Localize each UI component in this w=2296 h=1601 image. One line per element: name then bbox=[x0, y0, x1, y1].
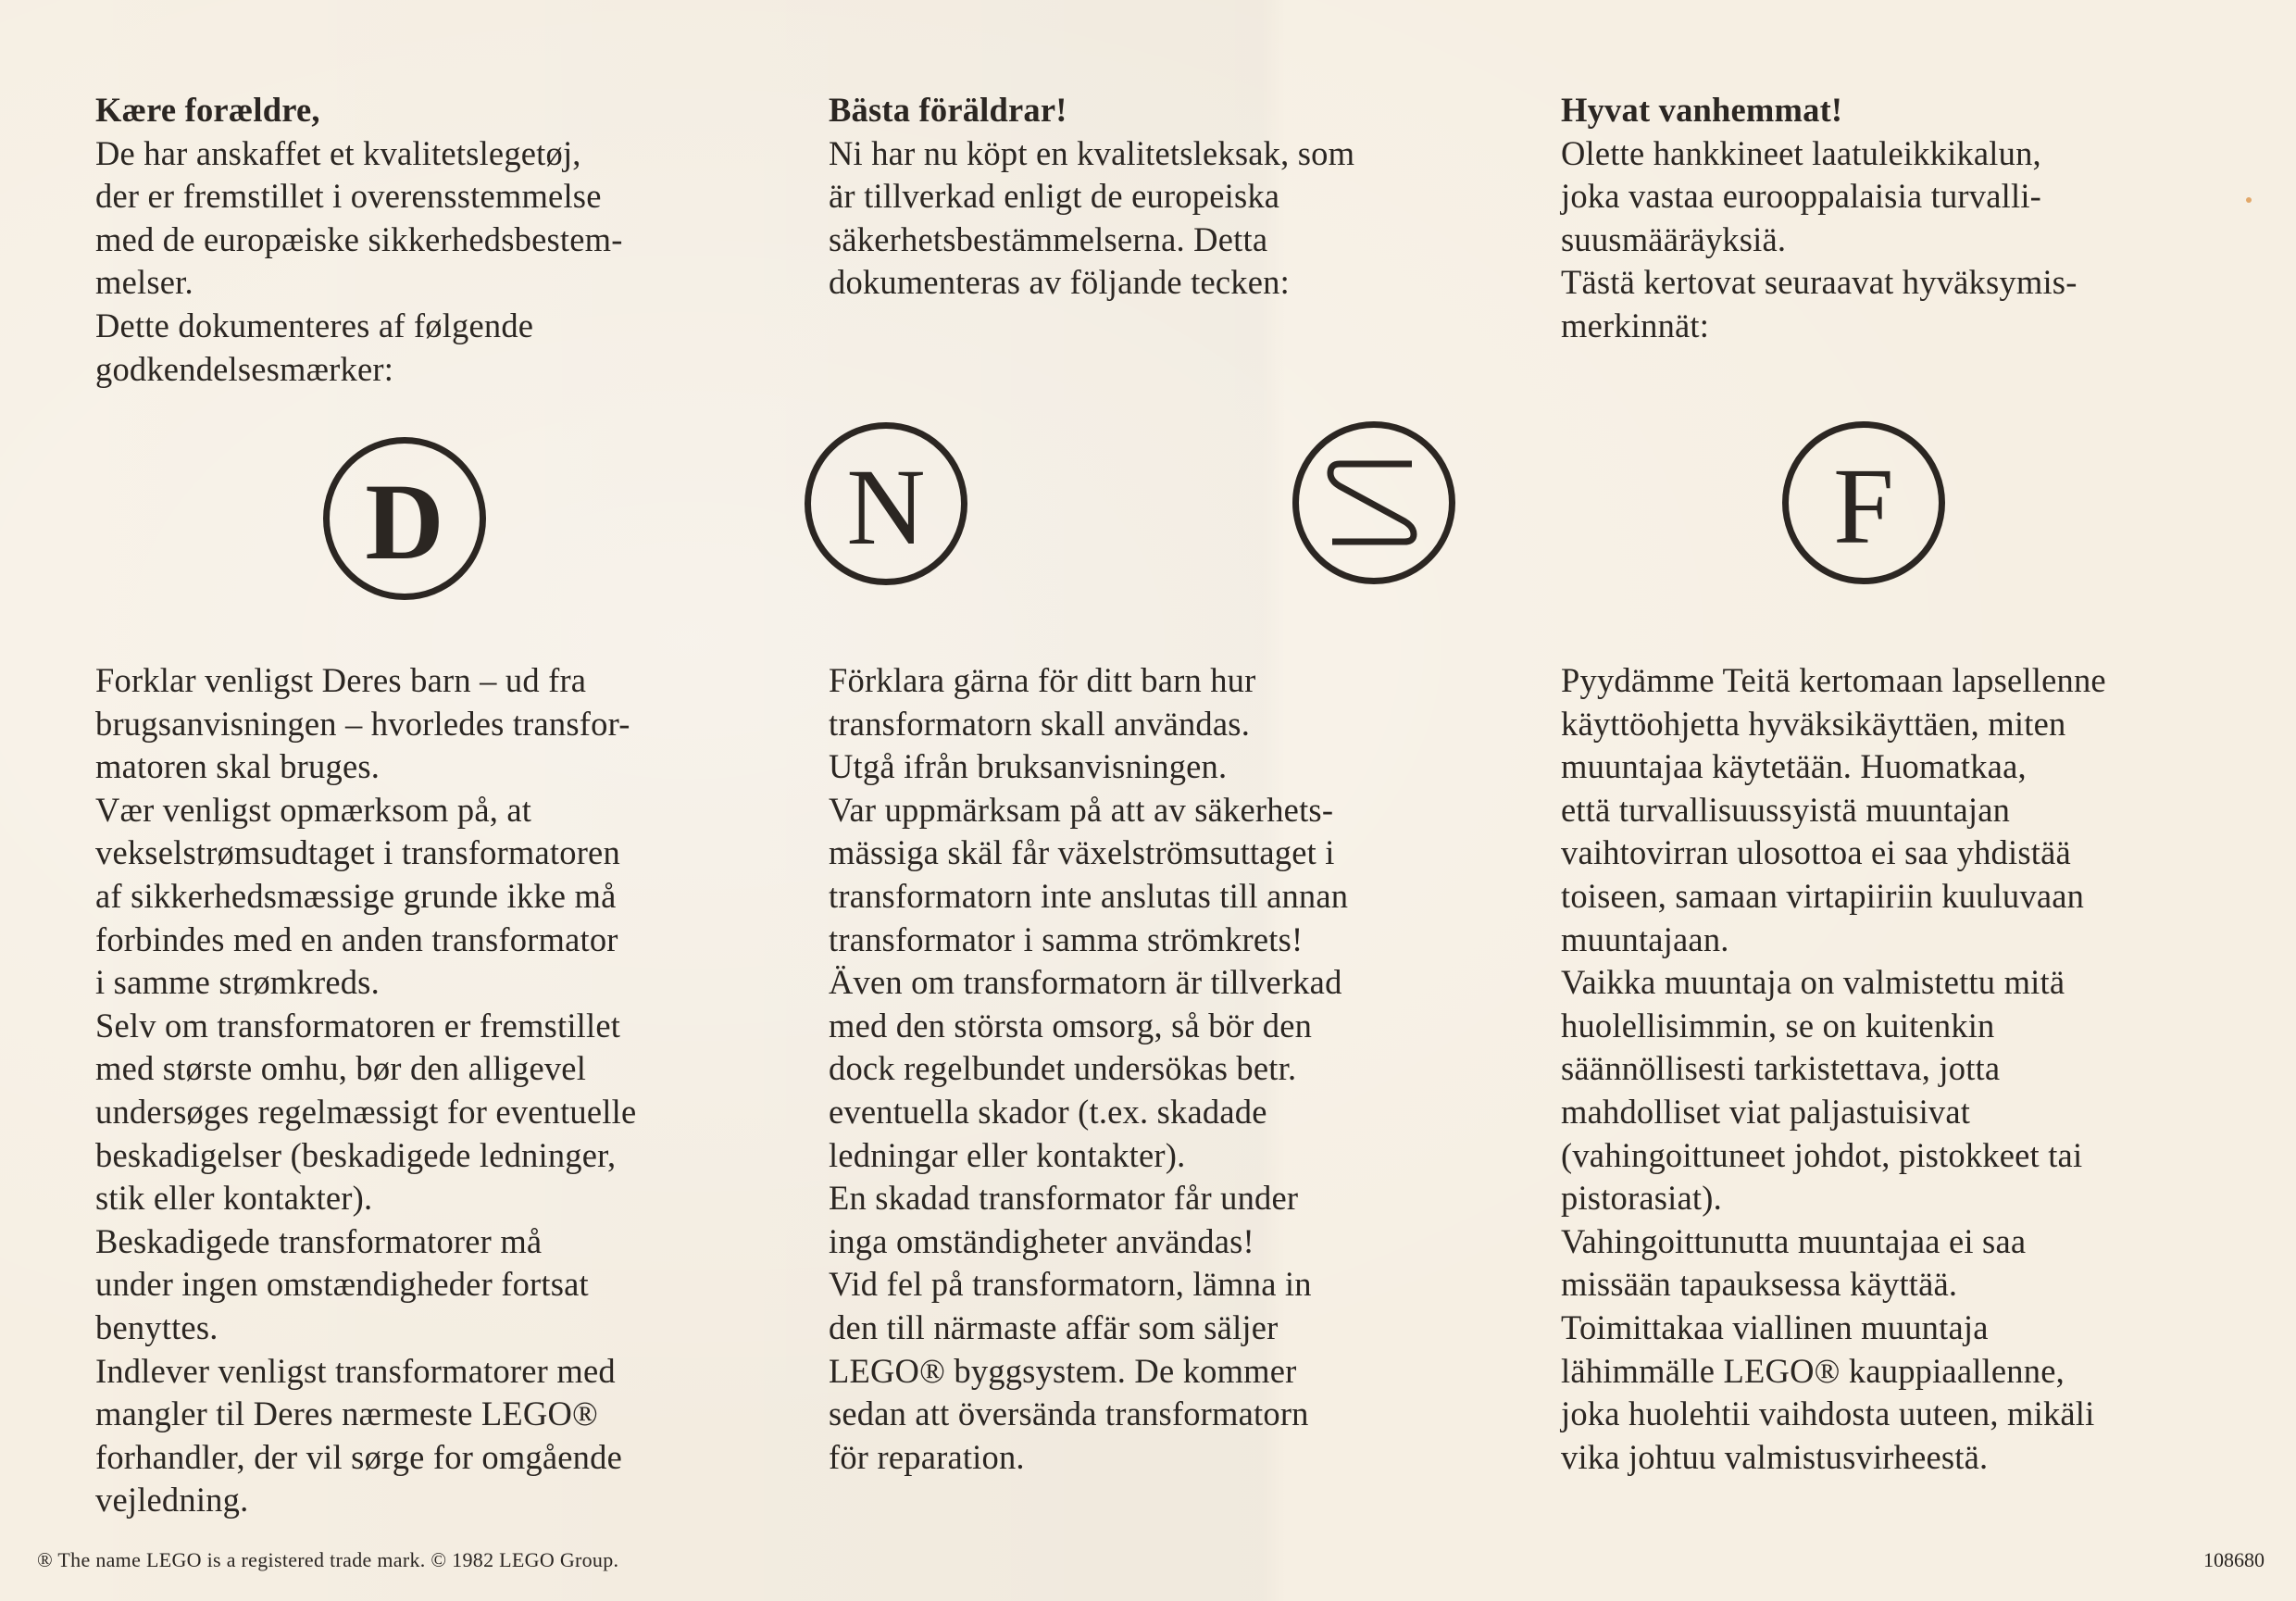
danish-intro-line: melser. bbox=[95, 263, 193, 302]
swedish-body-line: ledningar eller kontakter). bbox=[829, 1135, 1186, 1174]
danish-body-line: Selv om transformatoren er fremstillet bbox=[95, 1006, 621, 1044]
approval-mark-f bbox=[1782, 421, 1945, 584]
danish-body-line: Beskadigede transformatorer må bbox=[95, 1221, 543, 1260]
swedish-intro-line: är tillverkad enligt de europeiska bbox=[829, 177, 1280, 216]
finnish-body-line: pistorasiat). bbox=[1561, 1179, 1722, 1218]
swedish-body bbox=[829, 659, 1514, 1479]
swedish-body-line: Vid fel på transformatorn, lämna in bbox=[829, 1265, 1312, 1304]
approval-mark-s bbox=[1292, 421, 1455, 584]
danish-intro bbox=[95, 89, 780, 391]
finnish-body-line: Toimittakaa viallinen muuntaja bbox=[1561, 1307, 1989, 1346]
approval-mark-n bbox=[805, 422, 967, 585]
danish-intro-line: med de europæiske sikkerhedsbestem- bbox=[95, 219, 623, 258]
danish-body-line: benyttes. bbox=[95, 1307, 218, 1346]
approval-mark-d-letter: D bbox=[365, 461, 444, 582]
finnish-intro-line: Olette hankkineet laatuleikkikalun, bbox=[1561, 133, 2041, 172]
swedish-heading: Bästa föräldrar! bbox=[829, 91, 1067, 129]
swedish-body-line: eventuella skador (t.ex. skadade bbox=[829, 1092, 1267, 1131]
swedish-body-line: LEGO® byggsystem. De kommer bbox=[829, 1351, 1297, 1390]
swedish-body-line: Förklara gärna för ditt barn hur bbox=[829, 661, 1256, 699]
finnish-body-line: vaihtovirran ulosottoa ei saa yhdistää bbox=[1561, 833, 2071, 872]
danish-body-line: i samme strømkreds. bbox=[95, 963, 380, 1002]
finnish-body-line: muuntajaa käytetään. Huomatkaa, bbox=[1561, 747, 2027, 786]
danish-body-line: af sikkerhedsmæssige grunde ikke må bbox=[95, 876, 617, 915]
finnish-body-line: että turvallisuussyistä muuntajan bbox=[1561, 790, 2011, 829]
swedish-body-line: transformatorn inte anslutas till annan bbox=[829, 876, 1349, 915]
danish-intro-line: godkendelsesmærker: bbox=[95, 349, 394, 388]
finnish-heading: Hyvat vanhemmat! bbox=[1561, 91, 1843, 129]
finnish-intro-line: suusmääräyksiä. bbox=[1561, 219, 1787, 258]
finnish-body-line: mahdolliset viat paljastuisivat bbox=[1561, 1092, 1971, 1131]
swedish-body-line: sedan att översända transformatorn bbox=[829, 1395, 1309, 1433]
swedish-body-line: den till närmaste affär som säljer bbox=[829, 1307, 1279, 1346]
finnish-intro bbox=[1561, 89, 2246, 348]
swedish-body-line: transformatorn skall användas. bbox=[829, 704, 1251, 743]
danish-body-line: forbindes med en anden transformator bbox=[95, 919, 618, 958]
danish-body-line: vejledning. bbox=[95, 1481, 249, 1520]
danish-intro-line: De har anskaffet et kvalitetslegetøj, bbox=[95, 133, 581, 172]
finnish-body bbox=[1561, 659, 2246, 1479]
swedish-body-line: dock regelbundet undersökas betr. bbox=[829, 1049, 1297, 1088]
danish-body-line: Forklar venligst Deres barn – ud fra bbox=[95, 661, 587, 699]
finnish-body-line: vika johtuu valmistusvirheestä. bbox=[1561, 1437, 1989, 1476]
danish-body-line: matoren skal bruges. bbox=[95, 747, 381, 786]
trademark-notice: ® The name LEGO is a registered trade mark. © 1982 LEGO Group. bbox=[37, 1548, 619, 1571]
approval-mark-d bbox=[323, 437, 486, 600]
finnish-body-line: säännöllisesti tarkistettava, jotta bbox=[1561, 1049, 2001, 1088]
swedish-body-line: inga omständigheter användas! bbox=[829, 1221, 1254, 1260]
danish-body bbox=[95, 659, 780, 1522]
finnish-intro-line: joka vastaa eurooppalaisia turvalli- bbox=[1561, 177, 2042, 216]
finnish-body-line: lähimmälle LEGO® kauppiaallenne, bbox=[1561, 1351, 2065, 1390]
finnish-body-line: toiseen, samaan virtapiiriin kuuluvaan bbox=[1561, 876, 2085, 915]
danish-body-line: forhandler, der vil sørge for omgående bbox=[95, 1437, 622, 1476]
danish-body-line: med største omhu, bør den alligevel bbox=[95, 1049, 587, 1088]
finnish-intro-line: Tästä kertovat seuraavat hyväksymis- bbox=[1561, 263, 2078, 302]
finnish-intro-line: merkinnät: bbox=[1561, 306, 1710, 344]
danish-heading: Kære forældre, bbox=[95, 91, 320, 129]
swedish-body-line: för reparation. bbox=[829, 1437, 1025, 1476]
danish-body-line: beskadigelser (beskadigede ledninger, bbox=[95, 1135, 617, 1174]
finnish-body-line: missään tapauksessa käyttää. bbox=[1561, 1265, 1958, 1304]
paper-speck bbox=[2246, 197, 2252, 203]
danish-body-line: stik eller kontakter). bbox=[95, 1179, 373, 1218]
swedish-intro-line: säkerhetsbestämmelserna. Detta bbox=[829, 219, 1268, 258]
danish-body-line: Indlever venligst transformatorer med bbox=[95, 1351, 616, 1390]
finnish-body-line: huolellisimmin, se on kuitenkin bbox=[1561, 1006, 1995, 1044]
danish-body-line: brugsanvisningen – hvorledes transfor- bbox=[95, 704, 630, 743]
danish-body-line: vekselstrømsudtaget i transformatoren bbox=[95, 833, 620, 872]
finnish-body-line: käyttöohjetta hyväksikäyttäen, miten bbox=[1561, 704, 2066, 743]
swedish-intro-line: dokumenteras av följande tecken: bbox=[829, 263, 1290, 302]
swedish-body-line: Även om transformatorn är tillverkad bbox=[829, 963, 1342, 1002]
danish-body-line: Vær venligst opmærksom på, at bbox=[95, 790, 532, 829]
swedish-intro bbox=[829, 89, 1514, 305]
finnish-body-line: (vahingoittuneet johdot, pistokkeet tai bbox=[1561, 1135, 2083, 1174]
danish-intro-line: der er fremstillet i overensstemmelse bbox=[95, 177, 602, 216]
danish-body-line: undersøges regelmæssigt for eventuelle bbox=[95, 1092, 637, 1131]
finnish-body-line: muuntajaan. bbox=[1561, 919, 1729, 958]
approval-mark-s-glyph bbox=[1323, 458, 1425, 547]
swedish-body-line: Var uppmärksam på att av säkerhets- bbox=[829, 790, 1334, 829]
swedish-body-line: transformator i samma strömkrets! bbox=[829, 919, 1304, 958]
document-code: 108680 bbox=[2203, 1548, 2265, 1571]
danish-intro-line: Dette dokumenteres af følgende bbox=[95, 306, 534, 344]
swedish-intro-line: Ni har nu köpt en kvalitetsleksak, som bbox=[829, 133, 1355, 172]
swedish-body-line: Utgå ifrån bruksanvisningen. bbox=[829, 747, 1228, 786]
finnish-body-line: joka huolehtii vaihdosta uuteen, mikäli bbox=[1561, 1395, 2095, 1433]
swedish-body-line: mässiga skäl får växelströmsuttaget i bbox=[829, 833, 1335, 872]
finnish-body-line: Vaikka muuntaja on valmistettu mitä bbox=[1561, 963, 2065, 1002]
danish-body-line: under ingen omstændigheder fortsat bbox=[95, 1265, 589, 1304]
swedish-body-line: En skadad transformator får under bbox=[829, 1179, 1299, 1218]
approval-mark-f-letter: F bbox=[1833, 445, 1894, 567]
approval-mark-n-letter: N bbox=[846, 446, 926, 568]
danish-body-line: mangler til Deres nærmeste LEGO® bbox=[95, 1395, 598, 1433]
swedish-body-line: med den största omsorg, så bör den bbox=[829, 1006, 1313, 1044]
finnish-body-line: Vahingoittunutta muuntajaa ei saa bbox=[1561, 1221, 2027, 1260]
finnish-body-line: Pyydämme Teitä kertomaan lapsellenne bbox=[1561, 661, 2106, 699]
